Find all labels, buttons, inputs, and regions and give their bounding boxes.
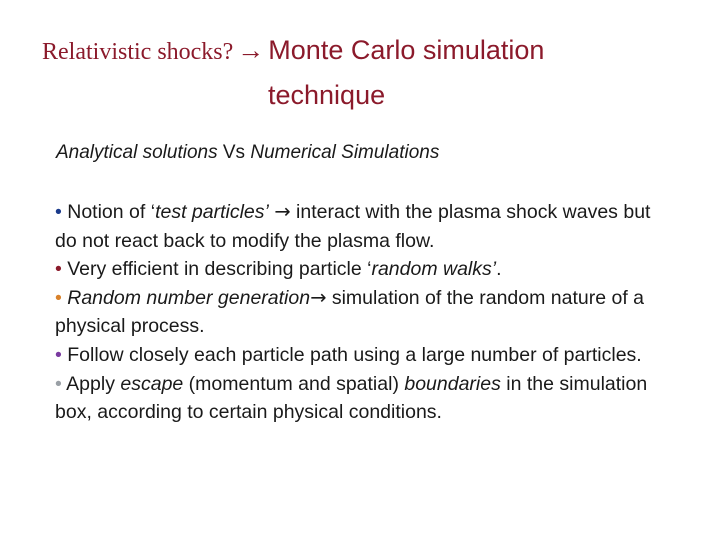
bullet-5-text-a: Apply bbox=[61, 372, 121, 395]
subtitle-left: Analytical solutions bbox=[56, 142, 218, 163]
subtitle-vs: Vs bbox=[222, 142, 246, 163]
bullet-item-2 bbox=[55, 255, 665, 284]
bullet-icon: • bbox=[55, 201, 62, 223]
bullet-icon: • bbox=[55, 258, 62, 281]
bullet-icon: • bbox=[55, 343, 62, 366]
bullet-list bbox=[55, 198, 665, 427]
bullet-5-text-d: boundaries bbox=[404, 372, 501, 395]
title-part-2: Monte Carlo simulation bbox=[268, 35, 545, 65]
bullet-2-text-b: random walks’ bbox=[371, 258, 497, 281]
bullet-1-text-a: Notion of ‘ bbox=[67, 201, 156, 223]
title-part-3: technique bbox=[268, 80, 386, 110]
bullet-3-text-c: simulation of the random nature of a physical process. bbox=[55, 286, 645, 338]
bullet-icon: • bbox=[55, 372, 62, 395]
right-arrow-icon: → bbox=[237, 35, 265, 65]
bullet-3-text-a: Random number generation bbox=[61, 286, 311, 309]
bullet-item-5 bbox=[55, 370, 665, 427]
right-arrow-icon: → bbox=[310, 285, 327, 309]
bullet-item-3 bbox=[55, 284, 665, 341]
bullet-2-text-c: . bbox=[496, 258, 502, 281]
bullet-5-text-b: escape bbox=[120, 372, 184, 395]
bullet-4-text-a: Follow closely each particle path using a large number of particles. bbox=[61, 343, 642, 366]
slide-title bbox=[42, 30, 682, 115]
bullet-icon: • bbox=[55, 286, 62, 309]
bullet-item-1 bbox=[55, 198, 665, 255]
bullet-1-text-c: interact with the plasma shock waves but do not react back to modify the plasma flow. bbox=[55, 201, 651, 252]
bullet-1-text-b: test particles’ bbox=[155, 201, 269, 223]
bullet-5-text-c: (momentum and spatial) bbox=[183, 372, 405, 395]
subtitle-right: Numerical Simulations bbox=[250, 142, 440, 163]
right-arrow-icon: → bbox=[274, 200, 291, 223]
title-part-1: Relativistic shocks? bbox=[42, 39, 234, 65]
bullet-2-text-a: Very efficient in describing particle ‘ bbox=[61, 258, 372, 281]
bullet-item-4 bbox=[55, 341, 665, 370]
bullet-5-text-e: in the simulation box, according to certain physical conditions. bbox=[55, 372, 648, 424]
slide-subtitle bbox=[56, 142, 439, 164]
